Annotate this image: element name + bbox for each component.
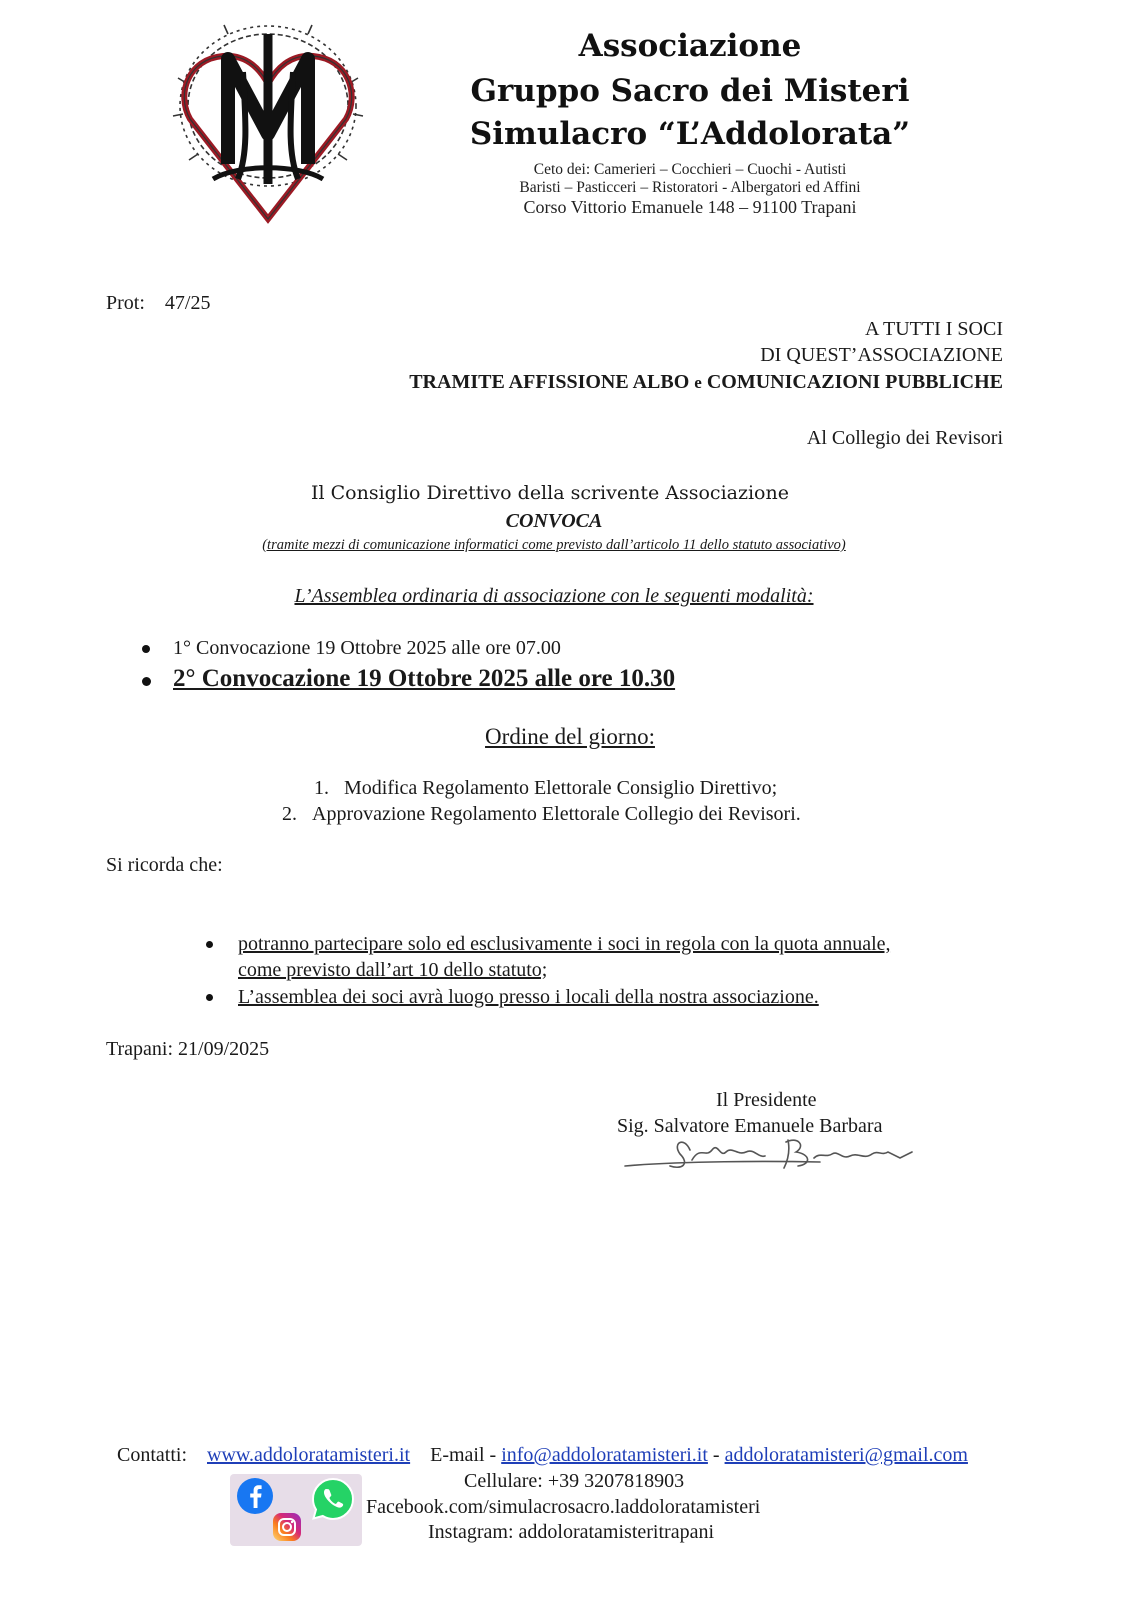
footer-facebook: Facebook.com/simulacrosacro.laddoloratamisteri	[366, 1496, 761, 1518]
signature-scribble-icon	[620, 1128, 920, 1178]
convoca-heading: CONVOCA	[505, 510, 603, 532]
org-name-line2: Gruppo Sacro dei Misteri	[470, 73, 910, 109]
ceto-line2: Baristi – Pasticceri – Ristoratori - Albergatori ed Affini	[519, 179, 861, 196]
agenda-num: 1.	[314, 777, 329, 799]
agenda-text: Approvazione Regolamento Elettorale Collegio dei Revisori.	[312, 803, 801, 825]
ricorda-line: Si ricorda che:	[106, 854, 223, 876]
assemblea-line: L’Assemblea ordinaria di associazione con le seguenti modalità:	[294, 585, 814, 607]
prot-line	[106, 292, 210, 315]
prot-label: Prot:	[106, 292, 145, 314]
recipient-line3-part1: TRAMITE AFFISSIONE ALBO	[409, 371, 695, 393]
agenda-num: 2.	[282, 803, 297, 825]
date-place: Trapani: 21/09/2025	[106, 1038, 270, 1060]
contatti-label: Contatti:	[117, 1444, 187, 1466]
recipient-line3-part2: e	[694, 373, 702, 392]
consiglio-line: Il Consiglio Direttivo della scrivente Associazione	[311, 482, 789, 504]
prot-number: 47/25	[164, 292, 211, 314]
convocation-1: 1° Convocazione 19 Ottobre 2025 alle ore 07.00	[173, 637, 561, 659]
instagram-icon[interactable]	[272, 1512, 302, 1542]
bullet-icon	[206, 941, 213, 948]
bullet-icon	[142, 677, 151, 686]
email-separator: -	[712, 1444, 720, 1466]
org-name-line3: Simulacro “L’Addolorata”	[469, 116, 911, 152]
recipient-collegio: Al Collegio dei Revisori	[806, 427, 1003, 449]
org-address: Corso Vittorio Emanuele 148 – 91100 Trapani	[523, 197, 857, 217]
note-2-line1: L’assemblea dei soci avrà luogo presso i locali della nostra associazione.	[238, 986, 819, 1008]
recipient-line3	[409, 371, 1003, 394]
president-title: Il Presidente	[716, 1089, 817, 1111]
org-name-line1: Associazione	[578, 28, 802, 64]
email-label: E-mail -	[430, 1444, 497, 1466]
convocation-2: 2° Convocazione 19 Ottobre 2025 alle ore 10.30	[173, 665, 676, 692]
footer-cellulare: Cellulare: +39 3207818903	[464, 1470, 685, 1492]
agenda-item	[282, 803, 801, 826]
recipient-line1: A TUTTI I SOCI	[865, 318, 1003, 340]
tramite-note: (tramite mezzi di comunicazione informatici come previsto dall’articolo 11 dello statuto associativo)	[262, 537, 846, 553]
footer-contacts-line	[117, 1444, 968, 1467]
agenda-item	[314, 777, 777, 800]
website-link[interactable]: www.addoloratamisteri.it	[207, 1444, 411, 1466]
ceto-line1: Ceto dei: Camerieri – Cocchieri – Cuochi - Autisti	[533, 161, 847, 178]
recipient-line2: DI QUEST’ASSOCIAZIONE	[760, 344, 1003, 366]
note-1-line2: come previsto dall’art 10 dello statuto;	[238, 959, 548, 981]
president-name: Sig. Salvatore Emanuele Barbara	[617, 1115, 883, 1137]
ordine-title: Ordine del giorno:	[485, 724, 655, 749]
bullet-icon	[206, 994, 213, 1001]
recipient-line3-part3: COMUNICAZIONI PUBBLICHE	[701, 371, 1003, 393]
association-logo-icon	[168, 14, 368, 226]
note-1-line1: potranno partecipare solo ed esclusivamente i soci in regola con la quota annuale,	[238, 933, 891, 955]
bullet-icon	[142, 645, 150, 653]
email-link-gmail[interactable]: addoloratamisteri@gmail.com	[724, 1444, 968, 1466]
agenda-text: Modifica Regolamento Elettorale Consiglio Direttivo;	[344, 777, 778, 799]
facebook-icon[interactable]	[236, 1477, 274, 1515]
email-link-info[interactable]: info@addoloratamisteri.it	[501, 1444, 708, 1466]
footer-instagram: Instagram: addoloratamisteritrapani	[428, 1521, 715, 1543]
whatsapp-icon[interactable]	[310, 1476, 356, 1522]
